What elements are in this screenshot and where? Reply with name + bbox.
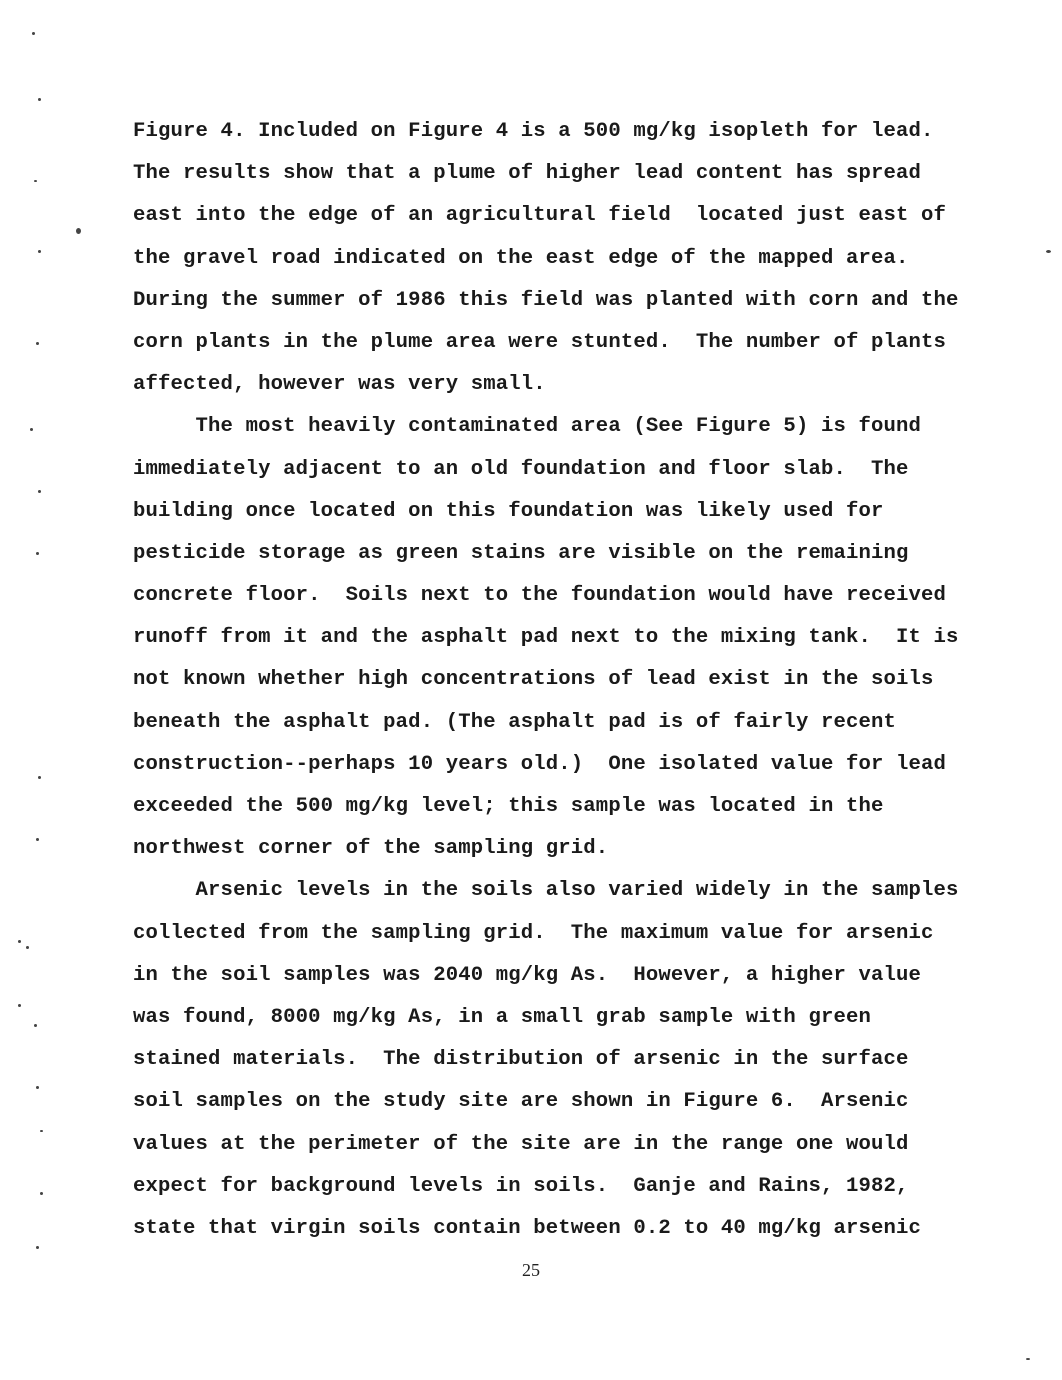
- scan-speck: [38, 250, 41, 253]
- text-line: state that virgin soils contain between 0.2 to 40 mg/kg arsenic: [133, 1216, 922, 1240]
- scan-speck: [36, 838, 39, 841]
- text-line: east into the edge of an agricultural field located just east of: [133, 204, 947, 228]
- text-line: northwest corner of the sampling grid.: [133, 837, 609, 861]
- scan-speck: [18, 940, 21, 943]
- text-line: in the soil samples was 2040 mg/kg As. However, a higher value: [133, 963, 922, 987]
- text-line: concrete floor. Soils next to the foundation would have received: [133, 584, 947, 608]
- scan-speck: [36, 552, 39, 555]
- scan-speck: [32, 32, 35, 35]
- page-number: 25: [522, 1260, 540, 1280]
- text-line: values at the perimeter of the site are in the range one would: [133, 1132, 909, 1156]
- text-line: the gravel road indicated on the east edge of the mapped area.: [133, 246, 909, 270]
- scan-speck: [1046, 250, 1051, 253]
- text-line: beneath the asphalt pad. (The asphalt pad is of fairly recent: [133, 710, 897, 734]
- text-line: collected from the sampling grid. The maximum value for arsenic: [133, 921, 934, 945]
- scan-speck: [34, 1024, 37, 1027]
- scan-speck: [30, 428, 33, 431]
- scan-speck: [18, 1004, 21, 1007]
- scan-speck: [38, 776, 41, 779]
- text-line: Arsenic levels in the soils also varied widely in the samples: [133, 879, 959, 903]
- text-line: immediately adjacent to an old foundation and floor slab. The: [133, 457, 909, 481]
- scan-speck: [36, 1086, 39, 1089]
- text-line: Figure 4. Included on Figure 4 is a 500 mg/kg isopleth for lead.: [133, 120, 934, 143]
- text-line: runoff from it and the asphalt pad next to the mixing tank. It is: [133, 626, 959, 650]
- text-line: building once located on this foundation was likely used for: [133, 499, 884, 523]
- scan-speck: [34, 180, 37, 182]
- scan-speck: [40, 1130, 43, 1132]
- text-line: was found, 8000 mg/kg As, in a small grab sample with green: [133, 1005, 871, 1029]
- text-line: not known whether high concentrations of lead exist in the soils: [133, 668, 934, 692]
- text-line: stained materials. The distribution of arsenic in the surface: [133, 1048, 909, 1072]
- scan-speck: [40, 1192, 43, 1195]
- text-line: During the summer of 1986 this field was planted with corn and the: [133, 288, 959, 312]
- text-line: corn plants in the plume area were stunted. The number of plants: [133, 330, 947, 354]
- text-line: exceeded the 500 mg/kg level; this sample was located in the: [133, 795, 884, 818]
- scan-speck: [38, 490, 41, 493]
- scan-speck: [26, 946, 29, 949]
- text-line: soil samples on the study site are shown in Figure 6. Arsenic: [133, 1090, 909, 1114]
- text-line: construction--perhaps 10 years old.) One isolated value for lead: [133, 752, 947, 776]
- scan-speck: [38, 98, 41, 101]
- body-text: [133, 111, 1003, 1250]
- scan-speck: [36, 1246, 39, 1249]
- text-line: affected, however was very small.: [133, 373, 546, 397]
- text-line: expect for background levels in soils. Ganje and Rains, 1982,: [133, 1174, 909, 1198]
- text-line: pesticide storage as green stains are visible on the remaining: [133, 541, 909, 565]
- text-line: The most heavily contaminated area (See Figure 5) is found: [133, 415, 922, 439]
- scan-speck: [1026, 1358, 1030, 1360]
- text-line: The results show that a plume of higher lead content has spread: [133, 162, 922, 186]
- scan-speck: [36, 342, 39, 345]
- scan-speck: [76, 228, 81, 234]
